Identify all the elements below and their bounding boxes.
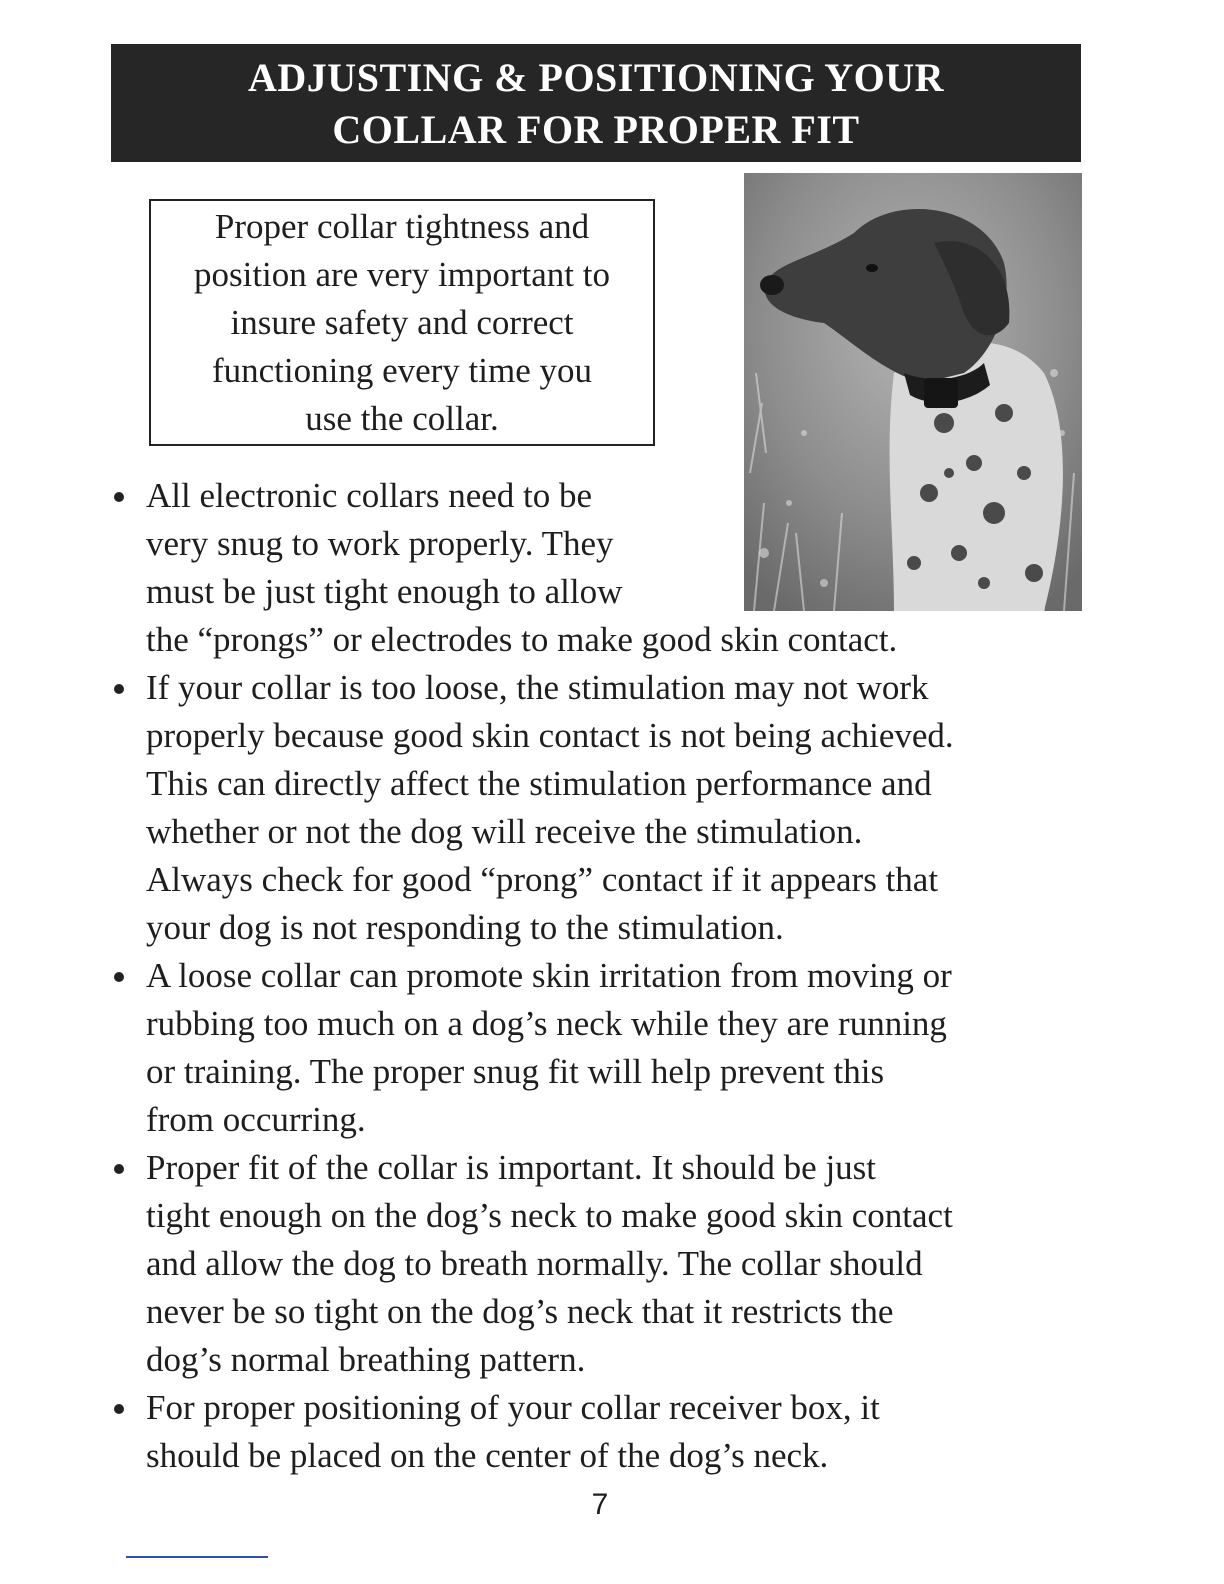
bullet-line: the “prongs” or electrodes to make good skin contact. bbox=[146, 620, 898, 659]
dog-photo bbox=[744, 173, 1082, 611]
bullet-dot bbox=[114, 1164, 124, 1174]
callout-box bbox=[149, 199, 655, 446]
bullet-line: For proper positioning of your collar receiver box, it bbox=[146, 1388, 880, 1427]
bullet-line: dog’s normal breathing pattern. bbox=[146, 1340, 586, 1379]
callout-line: Proper collar tightness and bbox=[214, 207, 590, 246]
callout-line: position are very important to bbox=[193, 255, 611, 294]
bullet-line: rubbing too much on a dog’s neck while they are running bbox=[146, 1004, 947, 1043]
bullet-line: Proper fit of the collar is important. It should be just bbox=[146, 1148, 877, 1187]
page-number: 7 bbox=[591, 1488, 609, 1521]
bullet-line: very snug to work properly. They bbox=[146, 524, 614, 563]
bullet-line: This can directly affect the stimulation performance and bbox=[146, 764, 932, 803]
header-line-1: ADJUSTING & POSITIONING YOUR bbox=[248, 55, 944, 100]
bullet-line: If your collar is too loose, the stimulation may not work bbox=[146, 668, 929, 707]
bullet-dot bbox=[114, 492, 124, 502]
bullet-line: All electronic collars need to be bbox=[146, 476, 593, 515]
bullet-dot bbox=[114, 972, 124, 982]
callout-line: insure safety and correct bbox=[230, 303, 574, 342]
bullet-line: whether or not the dog will receive the stimulation. bbox=[146, 812, 863, 851]
bullet-line: tight enough on the dog’s neck to make good skin contact bbox=[146, 1196, 953, 1235]
bullet-line: must be just tight enough to allow bbox=[146, 572, 623, 611]
section-header bbox=[111, 44, 1081, 162]
bullet-line: A loose collar can promote skin irritation from moving or bbox=[146, 956, 952, 995]
bullet-line: properly because good skin contact is not being achieved. bbox=[146, 716, 954, 755]
header-line-2: COLLAR FOR PROPER FIT bbox=[332, 107, 860, 152]
bullet-dot bbox=[114, 1404, 124, 1414]
footer-rule bbox=[126, 1556, 268, 1558]
bullet-line: or training. The proper snug fit will help prevent this bbox=[146, 1052, 885, 1091]
bullet-line: never be so tight on the dog’s neck that it restricts the bbox=[146, 1292, 894, 1331]
bullet-line: your dog is not responding to the stimulation. bbox=[146, 908, 784, 947]
bullet-line: Always check for good “prong” contact if it appears that bbox=[146, 860, 939, 899]
bullet-line: should be placed on the center of the dog’s neck. bbox=[146, 1436, 829, 1475]
dog-photo-icon bbox=[744, 173, 1082, 611]
bullet-line: from occurring. bbox=[146, 1100, 366, 1139]
bullet-dot bbox=[114, 684, 124, 694]
callout-line: use the collar. bbox=[305, 399, 499, 438]
callout-line: functioning every time you bbox=[211, 351, 593, 390]
bullet-line: and allow the dog to breath normally. The collar should bbox=[146, 1244, 923, 1283]
